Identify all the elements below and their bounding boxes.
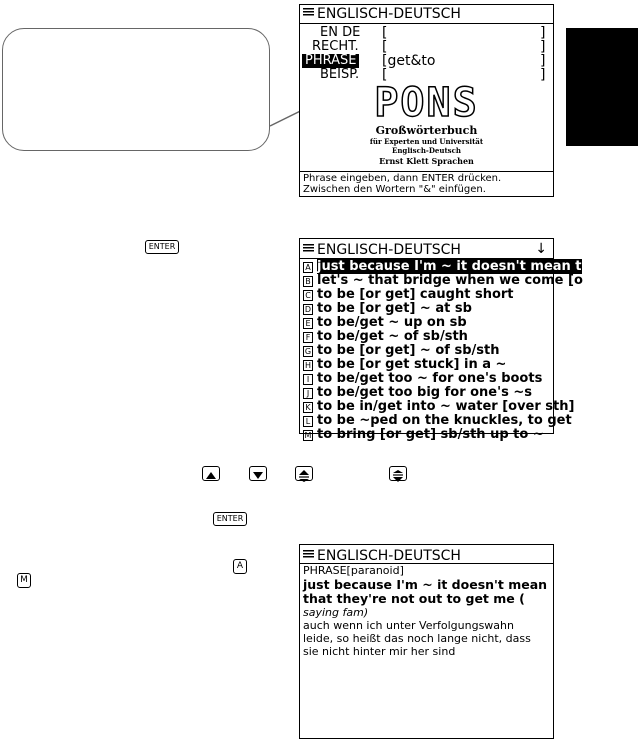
list-item[interactable]: A just because I'm ~ it doesn't mean t — [303, 260, 582, 274]
list-item[interactable]: C to be [or get] caught short — [303, 288, 514, 302]
en-de-field-close: ] — [540, 25, 546, 41]
page-up-key[interactable] — [295, 466, 313, 481]
phrase-field[interactable]: [get&to — [382, 53, 436, 69]
phrase-headword: PHRASE[paranoid] — [303, 564, 404, 577]
pons-logo: PONS — [374, 80, 479, 126]
enter-key[interactable]: ENTER — [213, 512, 247, 526]
letter-key-a[interactable]: A — [233, 559, 247, 574]
enter-key[interactable]: ENTER — [145, 240, 179, 254]
label-recht: RECHT. — [312, 39, 359, 54]
beisp-field-open[interactable]: [ — [382, 67, 388, 83]
english-line-1: just because I'm ~ it doesn't mean — [303, 577, 548, 592]
help-line-1: Phrase eingeben, dann ENTER drücken. — [303, 173, 502, 184]
help-divider — [300, 171, 553, 172]
phrase-input-value[interactable]: get&to — [387, 53, 436, 69]
down-arrow-icon — [250, 469, 266, 482]
english-line-2: that they're not out to get me ( — [303, 591, 525, 606]
screen-phrase-list — [299, 238, 583, 442]
menu-icon — [303, 550, 314, 559]
page-down-icon — [390, 469, 406, 482]
menu-icon — [303, 244, 314, 253]
page-up-icon — [296, 469, 312, 482]
list-item[interactable]: F to be/get ~ of sb/sth — [303, 330, 468, 344]
screen-entry-detail — [299, 544, 554, 739]
list-item[interactable]: I to be/get too ~ for one's boots — [303, 372, 542, 386]
book-title: Großwörterbuch — [375, 124, 478, 137]
down-arrow-key[interactable] — [249, 466, 267, 481]
screen-search-input — [299, 4, 554, 197]
screen-title: ENGLISCH-DEUTSCH — [303, 6, 461, 22]
beisp-field-close: ] — [540, 67, 546, 83]
list-item[interactable]: E to be/get ~ up on sb — [303, 316, 467, 330]
recht-field-open[interactable]: [ — [382, 39, 388, 55]
menu-icon — [303, 8, 314, 17]
title-divider — [300, 23, 553, 24]
usage-note: saying fam) — [303, 606, 369, 619]
up-arrow-key[interactable] — [202, 466, 220, 481]
phrase-field-close: ] — [540, 53, 546, 69]
list-item[interactable]: J to be/get too big for one's ~s — [303, 386, 532, 400]
help-line-2: Zwischen den Wortern "&" einfügen. — [303, 184, 486, 195]
list-item[interactable]: K to be in/get into ~ water [over sth] — [303, 400, 574, 414]
german-line-3: sie nicht hinter mir her sind — [303, 645, 456, 658]
margin-tab — [566, 28, 638, 146]
book-subtitle: für Experten und Universität — [369, 137, 484, 146]
scroll-down-arrow-icon: ↓ — [535, 241, 547, 257]
letter-key-m[interactable]: M — [17, 573, 31, 588]
publisher: Ernst Klett Sprachen — [379, 156, 474, 166]
label-beisp: BEISP. — [320, 67, 360, 82]
list-item[interactable]: M to bring [or get] sb/sth up to ~ — [304, 427, 544, 442]
list-item[interactable]: D to be [or get] ~ at sb — [304, 301, 472, 316]
en-de-field-open[interactable]: [ — [382, 25, 388, 41]
label-en-de: EN DE — [320, 25, 361, 40]
label-phrase-selected[interactable]: PHRASE — [302, 54, 359, 68]
list-item[interactable]: B let's ~ that bridge when we come [o — [303, 274, 583, 288]
list-item[interactable]: G to be [or get] ~ of sb/sth — [304, 343, 500, 358]
list-item[interactable]: H to be [or get stuck] in a ~ — [304, 357, 507, 372]
screen-title: ENGLISCH-DEUTSCH — [303, 242, 461, 258]
book-edition: Englisch-Deutsch — [392, 146, 461, 155]
german-line-1: auch wenn ich unter Verfolgungswahn — [303, 619, 514, 632]
german-line-2: leide, so heißt das noch lange nicht, dass — [303, 632, 531, 645]
screen-title: ENGLISCH-DEUTSCH — [303, 548, 461, 564]
recht-field-close: ] — [540, 39, 546, 55]
list-item[interactable]: L to be ~ped on the knuckles, to get — [303, 414, 572, 428]
page-down-key[interactable] — [389, 466, 407, 481]
up-arrow-icon — [203, 469, 219, 482]
